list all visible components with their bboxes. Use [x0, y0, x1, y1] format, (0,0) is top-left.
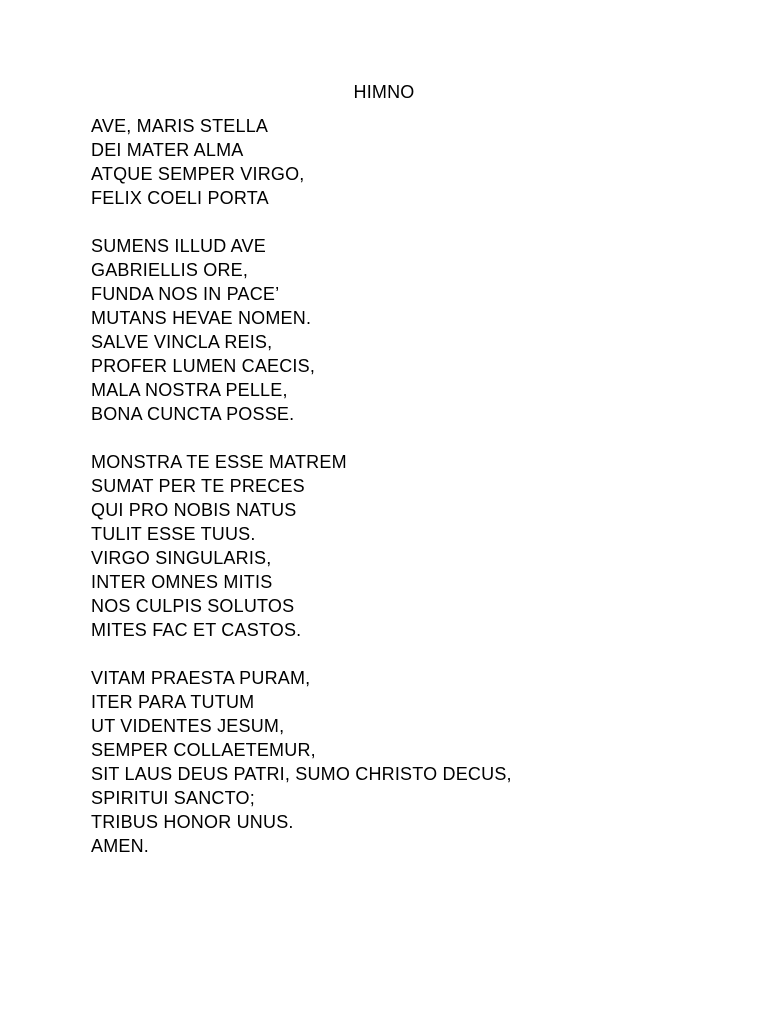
verse-line: SPIRITUI SANCTO;	[91, 788, 255, 808]
stanza-4	[91, 666, 731, 858]
verse-line: UT VIDENTES JESUM,	[91, 716, 285, 736]
verse-line: FUNDA NOS IN PACE’	[91, 284, 280, 304]
stanza-1	[91, 114, 731, 210]
verse-line: MUTANS HEVAE NOMEN.	[91, 308, 312, 328]
verse-line: SALVE VINCLA REIS,	[91, 332, 273, 352]
verse-line: SUMENS ILLUD AVE	[91, 236, 266, 256]
verse-line: INTER OMNES MITIS	[91, 572, 273, 592]
verse-line: TULIT ESSE TUUS.	[91, 524, 256, 544]
verse-line: SUMAT PER TE PRECES	[91, 476, 305, 496]
verse-line: FELIX COELI PORTA	[91, 188, 269, 208]
verse-line: TRIBUS HONOR UNUS.	[91, 812, 294, 832]
verse-line: SIT LAUS DEUS PATRI, SUMO CHRISTO DECUS,	[91, 764, 512, 784]
verse-line: VITAM PRAESTA PURAM,	[91, 668, 311, 688]
verse-line: ITER PARA TUTUM	[91, 692, 255, 712]
verse-line: PROFER LUMEN CAECIS,	[91, 356, 316, 376]
verse-line: DEI MATER ALMA	[91, 140, 244, 160]
verse-line: ATQUE SEMPER VIRGO,	[91, 164, 305, 184]
verse-line: MITES FAC ET CASTOS.	[91, 620, 302, 640]
verse-line: NOS CULPIS SOLUTOS	[91, 596, 295, 616]
verse-line: QUI PRO NOBIS NATUS	[91, 500, 297, 520]
verse-line: AMEN.	[91, 836, 150, 856]
stanza-2	[91, 234, 731, 426]
verse-line: SEMPER COLLAETEMUR,	[91, 740, 316, 760]
verse-line: GABRIELLIS ORE,	[91, 260, 249, 280]
verse-line: VIRGO SINGULARIS,	[91, 548, 272, 568]
verse-line: BONA CUNCTA POSSE.	[91, 404, 295, 424]
verse-line: MONSTRA TE ESSE MATREM	[91, 452, 347, 472]
verse-line: AVE, MARIS STELLA	[91, 116, 269, 136]
stanza-3	[91, 450, 731, 642]
page-title: HIMNO	[353, 82, 415, 102]
poem-body	[91, 114, 731, 882]
verse-line: MALA NOSTRA PELLE,	[91, 380, 288, 400]
